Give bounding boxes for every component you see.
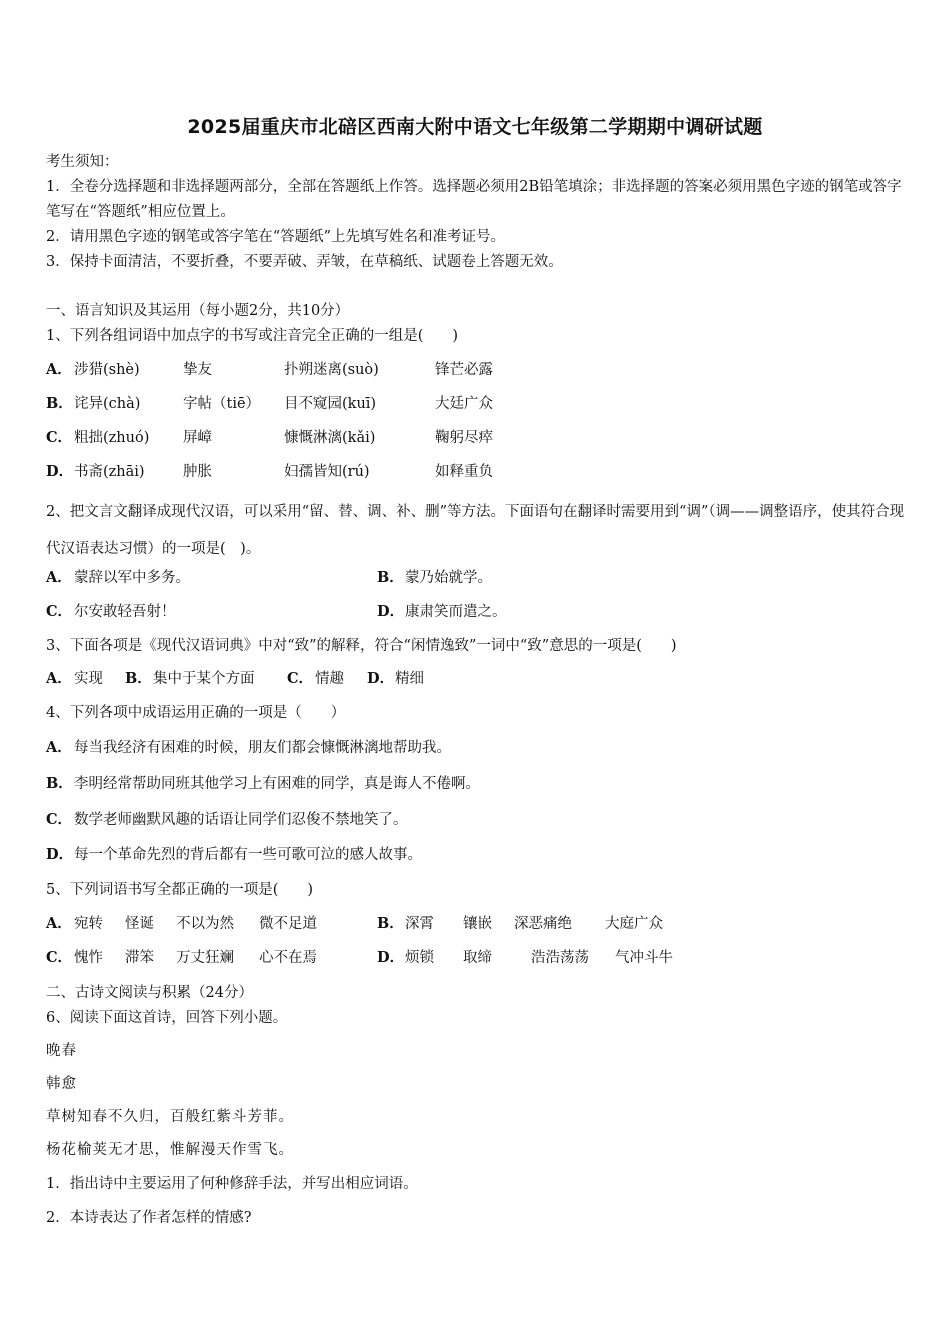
option-word: 扑朔迷离(suò) bbox=[284, 362, 379, 378]
option-text: 集中于某个方面 bbox=[153, 671, 255, 687]
option-word: 浩浩荡荡 bbox=[531, 950, 589, 966]
page-title: 2025届重庆市北碚区西南大附中语文七年级第二学期期中调研试题 bbox=[187, 116, 763, 138]
option-word: 镶嵌 bbox=[463, 916, 492, 932]
option-letter: C． bbox=[46, 811, 73, 828]
option-letter: D． bbox=[377, 603, 405, 620]
option-letter: D． bbox=[367, 670, 395, 687]
option-word: 锋芒必露 bbox=[435, 362, 493, 378]
notice-item-1: 1．全卷分选择题和非选择题两部分，全部在答题纸上作答。选择题必须用2B铅笔填涂；非选择题的答案必须用黑色字迹的钢笔或答字笔写在“答题纸”相应位置上。 bbox=[46, 179, 902, 220]
option-word: 烦锁 bbox=[405, 950, 434, 966]
option-word: 妇孺皆知(rú) bbox=[284, 464, 370, 480]
option-word: 肿胀 bbox=[183, 464, 212, 480]
poem-title: 晚春 bbox=[46, 1043, 77, 1059]
notice-item-3: 3．保持卡面清洁，不要折叠，不要弄破、弄皱，在草稿纸、试题卷上答题无效。 bbox=[46, 254, 563, 270]
option-word: 不以为然 bbox=[176, 916, 234, 932]
q1-stem: 1、下列各组词语中加点字的书写或注音完全正确的一组是( ) bbox=[46, 328, 459, 344]
option-letter: B． bbox=[377, 915, 404, 932]
option-text: 李明经常帮助同班其他学习上有困难的同学，真是诲人不倦啊。 bbox=[74, 776, 480, 792]
option-word: 大庭广众 bbox=[605, 916, 663, 932]
option-letter: B． bbox=[46, 775, 73, 792]
option-word: 慷慨淋漓(kǎi) bbox=[284, 430, 376, 446]
option-word: 微不足道 bbox=[259, 916, 317, 932]
option-word: 字帖（tiē） bbox=[183, 396, 261, 412]
option-word: 深恶痛绝 bbox=[514, 916, 572, 932]
option-letter: B． bbox=[377, 569, 404, 586]
option-text: 蒙乃始就学。 bbox=[405, 570, 492, 586]
q6-sub-question-2: 2．本诗表达了作者怎样的情感? bbox=[46, 1210, 252, 1226]
section-2-heading: 二、古诗文阅读与积累（24分） bbox=[46, 985, 253, 1001]
option-letter: C． bbox=[46, 949, 73, 966]
notice-item-2: 2．请用黑色字迹的钢笔或答字笔在“答题纸”上先填写姓名和准考证号。 bbox=[46, 229, 506, 245]
option-word: 诧异(chà) bbox=[74, 396, 141, 412]
option-letter: D． bbox=[46, 846, 74, 863]
option-letter: C． bbox=[46, 603, 73, 620]
option-word: 取缔 bbox=[463, 950, 492, 966]
q3-stem: 3、下面各项是《现代汉语词典》中对“致”的解释，符合“闲情逸致”一词中“致”意思的一项是( ) bbox=[46, 638, 677, 654]
option-text: 实现 bbox=[74, 671, 103, 687]
q6-stem: 6、阅读下面这首诗，回答下列小题。 bbox=[46, 1010, 288, 1026]
option-word: 万丈狂斓 bbox=[176, 950, 234, 966]
option-word: 挚友 bbox=[183, 362, 212, 378]
option-text: 康肃笑而遣之。 bbox=[405, 604, 507, 620]
q5-stem: 5、下列词语书写全都正确的一项是( ) bbox=[46, 882, 314, 898]
poem-line-1: 草树知春不久归，百般红紫斗芳菲。 bbox=[46, 1109, 294, 1125]
option-letter: A． bbox=[46, 739, 72, 756]
option-word: 滞笨 bbox=[125, 950, 154, 966]
option-word: 书斋(zhāi) bbox=[74, 464, 145, 480]
option-text: 蒙辞以军中多务。 bbox=[74, 570, 190, 586]
option-letter: C． bbox=[287, 670, 314, 687]
option-word: 愧怍 bbox=[74, 950, 103, 966]
option-word: 鞠躬尽瘁 bbox=[435, 430, 493, 446]
option-letter: D． bbox=[46, 463, 74, 480]
option-letter: A． bbox=[46, 915, 72, 932]
q4-stem: 4、下列各项中成语运用正确的一项是（ ） bbox=[46, 705, 346, 721]
option-letter: B． bbox=[46, 395, 73, 412]
option-text: 数学老师幽默风趣的话语让同学们忍俊不禁地笑了。 bbox=[74, 812, 408, 828]
option-letter: A． bbox=[46, 361, 72, 378]
option-word: 目不窥园(kuī) bbox=[284, 396, 377, 412]
option-letter: C． bbox=[46, 429, 73, 446]
option-text: 每一个革命先烈的背后都有一些可歌可泣的感人故事。 bbox=[74, 847, 422, 863]
option-text: 尔安敢轻吾射！ bbox=[74, 604, 176, 620]
option-text: 精细 bbox=[395, 671, 424, 687]
option-word: 如释重负 bbox=[435, 464, 493, 480]
option-text: 每当我经济有困难的时候，朋友们都会慷慨淋漓地帮助我。 bbox=[74, 740, 451, 756]
option-letter: B． bbox=[125, 670, 152, 687]
option-letter: A． bbox=[46, 569, 72, 586]
poem-line-2: 杨花榆荚无才思，惟解漫天作雪飞。 bbox=[46, 1142, 294, 1158]
section-1-heading: 一、语言知识及其运用（每小题2分，共10分） bbox=[46, 303, 350, 319]
option-word: 心不在焉 bbox=[259, 950, 317, 966]
option-word: 怪诞 bbox=[125, 916, 154, 932]
option-letter: A． bbox=[46, 670, 72, 687]
option-text: 情趣 bbox=[315, 671, 344, 687]
notice-heading: 考生须知： bbox=[46, 154, 119, 170]
option-word: 大廷广众 bbox=[435, 396, 493, 412]
option-word: 屏嶂 bbox=[183, 430, 212, 446]
q6-sub-question-1: 1．指出诗中主要运用了何种修辞手法，并写出相应词语。 bbox=[46, 1176, 418, 1192]
poem-author: 韩愈 bbox=[46, 1076, 77, 1092]
option-word: 深霄 bbox=[405, 916, 434, 932]
q2-stem: 2、把文言文翻译成现代汉语，可以采用“留、替、调、补、删”等方法。下面语句在翻译时需要用到“调”（调——调整语序，使其符合现代汉语表达习惯）的一项是( )。 bbox=[46, 504, 905, 557]
option-word: 粗拙(zhuó) bbox=[74, 430, 150, 446]
option-letter: D． bbox=[377, 949, 405, 966]
option-word: 涉猎(shè) bbox=[74, 362, 140, 378]
option-word: 宛转 bbox=[74, 916, 103, 932]
option-word: 气冲斗牛 bbox=[615, 950, 673, 966]
